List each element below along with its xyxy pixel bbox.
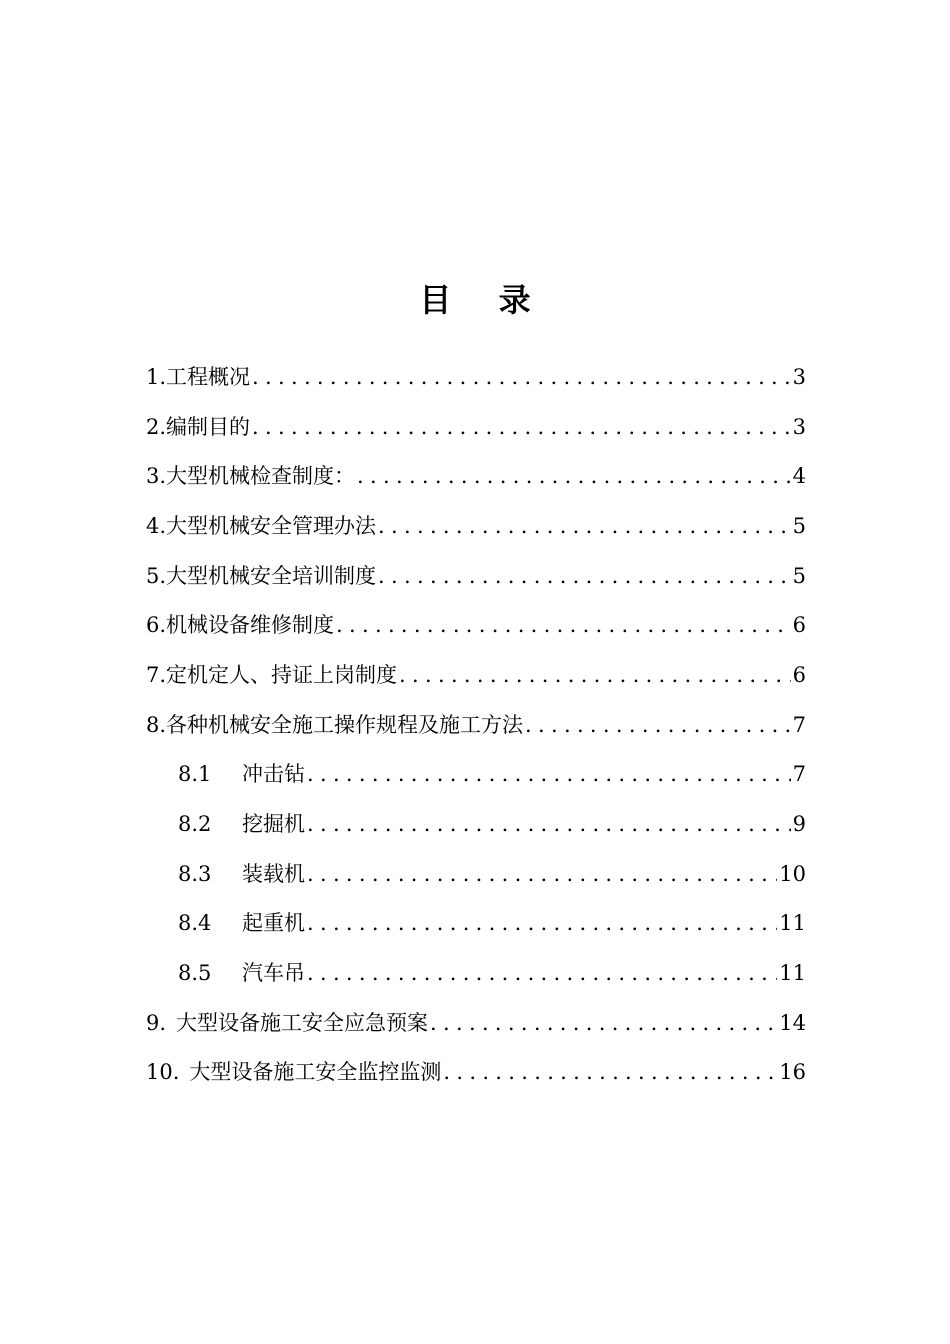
toc-entry-number: 8.1: [178, 762, 212, 787]
toc-entry-text: 汽车吊: [242, 961, 305, 986]
toc-leader-dots: [399, 661, 791, 689]
toc-entry-label: [146, 711, 523, 739]
toc-page-number: 11: [779, 961, 806, 986]
toc-leader-dots: [307, 860, 777, 888]
toc-leader-dots: [443, 1058, 777, 1086]
toc-entry-text: 冲击钻: [242, 762, 305, 787]
toc-leader-dots: [252, 363, 791, 391]
toc-entry-5[interactable]: [146, 551, 806, 601]
toc-entry-8-2[interactable]: [146, 799, 806, 849]
toc-leader-dots: [252, 413, 791, 441]
toc-page-number: 6: [792, 613, 806, 638]
toc-entry-text: 机械设备维修制度: [166, 613, 335, 638]
toc-entry-label: [146, 413, 250, 441]
toc-leader-dots: [378, 562, 791, 590]
toc-leader-dots: [307, 760, 791, 788]
toc-leader-dots: [357, 462, 791, 490]
toc-entry-label: [178, 810, 305, 838]
toc-entry-number: 8.3: [178, 861, 212, 886]
toc-entry-label: [146, 363, 250, 391]
toc-entry-number: 2.: [146, 414, 167, 439]
toc-entry-text: 大型机械检查制度：: [166, 464, 356, 489]
toc-entry-text: 装载机: [242, 861, 305, 886]
toc-entry-label: [178, 860, 305, 888]
toc-entry-number: 7.: [146, 662, 167, 687]
toc-entry-number: 3.: [146, 464, 167, 489]
toc-page-number: 6: [792, 662, 806, 687]
toc-leader-dots: [525, 711, 791, 739]
table-of-contents: [146, 352, 806, 1097]
toc-page-number: 7: [792, 762, 806, 787]
toc-entry-label: [178, 959, 305, 987]
toc-entry-6[interactable]: [146, 600, 806, 650]
toc-page-number: 3: [792, 414, 806, 439]
toc-entry-8-4[interactable]: [146, 899, 806, 949]
toc-entry-text: 定机定人、持证上岗制度: [166, 662, 398, 687]
toc-leader-dots: [307, 909, 777, 937]
toc-entry-label: [146, 562, 376, 590]
toc-entry-text: 编制目的: [166, 414, 251, 439]
toc-entry-number: 5.: [146, 563, 167, 588]
toc-entry-1[interactable]: [146, 352, 806, 402]
toc-page-number: 10: [779, 861, 806, 886]
toc-entry-text: 大型设备施工安全应急预案: [176, 1010, 429, 1035]
toc-entry-label: [146, 611, 334, 639]
toc-leader-dots: [307, 810, 791, 838]
toc-entry-9[interactable]: [146, 998, 806, 1048]
toc-leader-dots: [307, 959, 777, 987]
toc-entry-text: 大型机械安全培训制度: [166, 563, 377, 588]
toc-entry-label: [178, 760, 305, 788]
toc-entry-8-5[interactable]: [146, 948, 806, 998]
toc-entry-8-3[interactable]: [146, 849, 806, 899]
toc-entry-text: 大型机械安全管理办法: [166, 513, 377, 538]
toc-entry-text: 工程概况: [166, 364, 251, 389]
toc-page-number: 11: [779, 911, 806, 936]
toc-page-number: 7: [792, 712, 806, 737]
toc-entry-7[interactable]: [146, 650, 806, 700]
toc-page-number: 9: [792, 812, 806, 837]
toc-page-number: 3: [792, 364, 806, 389]
toc-leader-dots: [378, 512, 791, 540]
toc-entry-8-1[interactable]: [146, 750, 806, 800]
toc-entry-number: 4.: [146, 513, 167, 538]
toc-entry-text: 起重机: [242, 911, 305, 936]
toc-entry-3[interactable]: [146, 451, 806, 501]
toc-entry-label: [146, 1058, 441, 1086]
toc-entry-text: 挖掘机: [242, 812, 305, 837]
toc-page-number: 5: [792, 563, 806, 588]
toc-leader-dots: [430, 1009, 777, 1037]
toc-entry-label: [146, 512, 376, 540]
toc-entry-label: [178, 909, 305, 937]
toc-entry-number: 9.: [146, 1010, 167, 1035]
toc-entry-label: [146, 462, 355, 490]
toc-entry-text: 大型设备施工安全监控监测: [189, 1060, 442, 1085]
toc-page-number: 16: [779, 1060, 806, 1085]
toc-entry-number: 8.: [146, 712, 167, 737]
toc-entry-label: [146, 661, 397, 689]
toc-entry-label: [146, 1009, 428, 1037]
toc-entry-10[interactable]: [146, 1048, 806, 1098]
toc-entry-number: 8.4: [178, 911, 212, 936]
toc-entry-number: 8.5: [178, 961, 212, 986]
toc-page-number: 4: [792, 464, 806, 489]
toc-page-number: 5: [792, 513, 806, 538]
toc-leader-dots: [336, 611, 791, 639]
toc-page-number: 14: [779, 1010, 806, 1035]
page-title: 目 录: [419, 281, 549, 319]
toc-entry-number: 1.: [146, 364, 167, 389]
toc-entry-2[interactable]: [146, 402, 806, 452]
toc-entry-number: 6.: [146, 613, 167, 638]
toc-entry-8[interactable]: [146, 700, 806, 750]
toc-entry-number: 8.2: [178, 812, 212, 837]
toc-entry-4[interactable]: [146, 501, 806, 551]
toc-entry-text: 各种机械安全施工操作规程及施工方法: [166, 712, 524, 737]
toc-entry-number: 10.: [146, 1060, 180, 1085]
